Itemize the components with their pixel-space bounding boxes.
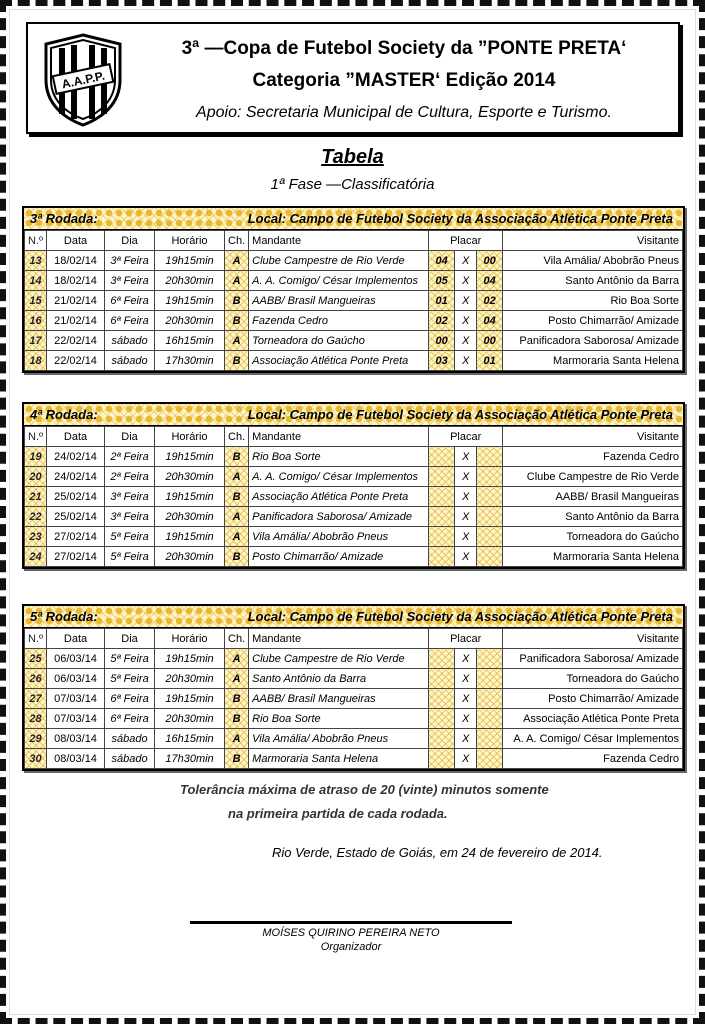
round-block-3 (22, 206, 685, 373)
col-day-header: Dia (105, 231, 155, 251)
table-row (25, 271, 683, 291)
game-time: 20h30min (155, 467, 225, 487)
round-block-4 (22, 402, 685, 569)
col-home-header: Mandante (249, 427, 429, 447)
game-date: 22/02/14 (47, 351, 105, 371)
round-location: Local: Campo de Futebol Society da Associação Atlética Ponte Preta (247, 609, 673, 624)
home-team: Rio Boa Sorte (249, 709, 429, 729)
home-score (429, 689, 455, 709)
score-separator: X (455, 547, 477, 567)
away-team: Associação Atlética Ponte Preta (503, 709, 683, 729)
home-score (429, 669, 455, 689)
game-day: sábado (105, 331, 155, 351)
away-team: Vila Amália/ Abobrão Pneus (503, 251, 683, 271)
away-score (477, 709, 503, 729)
away-team: Posto Chimarrão/ Amizade (503, 311, 683, 331)
game-date: 06/03/14 (47, 669, 105, 689)
game-number: 22 (25, 507, 47, 527)
game-category: A (225, 331, 249, 351)
home-team: Vila Amália/ Abobrão Pneus (249, 729, 429, 749)
game-time: 19h15min (155, 649, 225, 669)
game-number: 28 (25, 709, 47, 729)
game-time: 20h30min (155, 271, 225, 291)
away-score: 00 (477, 331, 503, 351)
header-support (138, 104, 670, 122)
game-number: 20 (25, 467, 47, 487)
away-score (477, 467, 503, 487)
score-separator: X (455, 689, 477, 709)
table-row (25, 351, 683, 371)
table-row (25, 311, 683, 331)
home-score (429, 447, 455, 467)
away-score (477, 547, 503, 567)
game-date: 18/02/14 (47, 271, 105, 291)
away-team: Marmoraria Santa Helena (503, 547, 683, 567)
game-category: A (225, 271, 249, 291)
game-time: 19h15min (155, 487, 225, 507)
table-row (25, 291, 683, 311)
col-date-header: Data (47, 231, 105, 251)
game-category: A (225, 527, 249, 547)
away-score (477, 507, 503, 527)
game-time: 20h30min (155, 669, 225, 689)
document-header (26, 22, 680, 134)
away-score: 01 (477, 351, 503, 371)
col-time-header: Horário (155, 231, 225, 251)
col-score-header: Placar (429, 231, 503, 251)
home-score: 02 (429, 311, 455, 331)
score-separator: X (455, 649, 477, 669)
away-score (477, 689, 503, 709)
game-number: 21 (25, 487, 47, 507)
away-team: Fazenda Cedro (503, 749, 683, 769)
game-time: 16h15min (155, 729, 225, 749)
away-team: Posto Chimarrão/ Amizade (503, 689, 683, 709)
game-day: 5ª Feira (105, 527, 155, 547)
game-date: 22/02/14 (47, 331, 105, 351)
col-home-header: Mandante (249, 231, 429, 251)
game-time: 19h15min (155, 689, 225, 709)
home-score (429, 649, 455, 669)
table-row (25, 689, 683, 709)
game-category: A (225, 729, 249, 749)
header-category: Categoria ”MASTER‘ Edição 2014 (252, 70, 556, 91)
game-day: 6ª Feira (105, 311, 155, 331)
game-number: 24 (25, 547, 47, 567)
col-day-header: Dia (105, 427, 155, 447)
round-location: Local: Campo de Futebol Society da Associação Atlética Ponte Preta (247, 211, 673, 226)
col-cat-header: Ch. (225, 427, 249, 447)
game-category: B (225, 487, 249, 507)
game-date: 08/03/14 (47, 729, 105, 749)
home-team: Rio Boa Sorte (249, 447, 429, 467)
away-team: Marmoraria Santa Helena (503, 351, 683, 371)
away-team: Panificadora Saborosa/ Amizade (503, 331, 683, 351)
game-category: A (225, 507, 249, 527)
home-score (429, 527, 455, 547)
away-score: 00 (477, 251, 503, 271)
signer-role: Organizador (320, 941, 382, 953)
home-team: Panificadora Saborosa/ Amizade (249, 507, 429, 527)
table-header-row (25, 231, 683, 251)
away-score: 04 (477, 271, 503, 291)
home-score: 04 (429, 251, 455, 271)
page-title: Tabela (321, 146, 384, 168)
away-team: Torneadora do Gaúcho (503, 527, 683, 547)
home-score: 03 (429, 351, 455, 371)
away-team: Rio Boa Sorte (503, 291, 683, 311)
game-date: 08/03/14 (47, 749, 105, 769)
tolerance-note-line2: na primeira partida de cada rodada. (228, 806, 448, 821)
away-team: Fazenda Cedro (503, 447, 683, 467)
col-day-header: Dia (105, 629, 155, 649)
game-date: 27/02/14 (47, 527, 105, 547)
place-and-date: Rio Verde, Estado de Goiás, em 24 de fevereiro de 2014. (272, 845, 603, 860)
game-category: B (225, 291, 249, 311)
score-separator: X (455, 507, 477, 527)
table-row (25, 669, 683, 689)
col-home-header: Mandante (249, 629, 429, 649)
games-table (24, 230, 683, 371)
game-time: 19h15min (155, 251, 225, 271)
home-score: 05 (429, 271, 455, 291)
away-team: AABB/ Brasil Mangueiras (503, 487, 683, 507)
score-separator: X (455, 251, 477, 271)
game-date: 24/02/14 (47, 467, 105, 487)
score-separator: X (455, 291, 477, 311)
table-row (25, 527, 683, 547)
home-score (429, 749, 455, 769)
signer-name: MOÍSES QUIRINO PEREIRA NETO (262, 927, 440, 939)
home-team: A. A. Comigo/ César Implementos (249, 271, 429, 291)
game-day: 5ª Feira (105, 669, 155, 689)
game-date: 06/03/14 (47, 649, 105, 669)
game-day: 3ª Feira (105, 487, 155, 507)
score-separator: X (455, 487, 477, 507)
score-separator: X (455, 351, 477, 371)
page-subtitle: 1ª Fase —Classificatória (270, 176, 435, 193)
game-category: B (225, 351, 249, 371)
away-score: 02 (477, 291, 503, 311)
home-team: Torneadora do Gaúcho (249, 331, 429, 351)
game-number: 27 (25, 689, 47, 709)
game-number: 14 (25, 271, 47, 291)
game-number: 25 (25, 649, 47, 669)
table-row (25, 547, 683, 567)
game-time: 20h30min (155, 547, 225, 567)
round-header (24, 404, 683, 426)
svg-text:A.A.P.P.: A.A.P.P. (60, 68, 106, 92)
support-prefix: Apoio: (196, 104, 242, 121)
score-separator: X (455, 709, 477, 729)
score-separator: X (455, 669, 477, 689)
game-date: 07/03/14 (47, 689, 105, 709)
col-time-header: Horário (155, 629, 225, 649)
col-date-header: Data (47, 629, 105, 649)
table-row (25, 331, 683, 351)
score-separator: X (455, 729, 477, 749)
game-time: 16h15min (155, 331, 225, 351)
game-time: 17h30min (155, 749, 225, 769)
col-cat-header: Ch. (225, 629, 249, 649)
table-row (25, 507, 683, 527)
home-score: 01 (429, 291, 455, 311)
away-team: Torneadora do Gaúcho (503, 669, 683, 689)
home-team: Clube Campestre de Rio Verde (249, 251, 429, 271)
game-day: 6ª Feira (105, 291, 155, 311)
games-table (24, 628, 683, 769)
round-label: 3ª Rodada: (30, 211, 98, 226)
home-team: Fazenda Cedro (249, 311, 429, 331)
game-time: 19h15min (155, 447, 225, 467)
table-header-row (25, 427, 683, 447)
tolerance-note-line1: Tolerância máxima de atraso de 20 (vinte) minutos somente (180, 782, 549, 797)
game-day: 5ª Feira (105, 649, 155, 669)
game-category: B (225, 689, 249, 709)
home-team: Clube Campestre de Rio Verde (249, 649, 429, 669)
game-date: 27/02/14 (47, 547, 105, 567)
away-score (477, 669, 503, 689)
game-number: 23 (25, 527, 47, 547)
table-row (25, 709, 683, 729)
game-number: 15 (25, 291, 47, 311)
home-score (429, 729, 455, 749)
game-day: sábado (105, 729, 155, 749)
game-number: 30 (25, 749, 47, 769)
game-day: 3ª Feira (105, 271, 155, 291)
signature-line (190, 921, 512, 924)
game-number: 16 (25, 311, 47, 331)
game-date: 21/02/14 (47, 291, 105, 311)
game-time: 20h30min (155, 507, 225, 527)
game-category: B (225, 311, 249, 331)
game-category: A (225, 251, 249, 271)
table-row (25, 649, 683, 669)
score-separator: X (455, 467, 477, 487)
game-day: 5ª Feira (105, 547, 155, 567)
game-date: 24/02/14 (47, 447, 105, 467)
round-header (24, 208, 683, 230)
game-day: 2ª Feira (105, 447, 155, 467)
game-date: 25/02/14 (47, 487, 105, 507)
game-category: B (225, 749, 249, 769)
away-score: 04 (477, 311, 503, 331)
score-separator: X (455, 749, 477, 769)
game-day: 2ª Feira (105, 467, 155, 487)
game-date: 07/03/14 (47, 709, 105, 729)
col-away-header: Visitante (503, 427, 683, 447)
game-number: 19 (25, 447, 47, 467)
game-number: 29 (25, 729, 47, 749)
home-score: 00 (429, 331, 455, 351)
game-day: sábado (105, 351, 155, 371)
table-row (25, 467, 683, 487)
game-date: 18/02/14 (47, 251, 105, 271)
game-date: 25/02/14 (47, 507, 105, 527)
table-row (25, 749, 683, 769)
col-num-header: N.º (25, 231, 47, 251)
col-date-header: Data (47, 427, 105, 447)
table-row (25, 487, 683, 507)
game-time: 20h30min (155, 709, 225, 729)
home-team: Marmoraria Santa Helena (249, 749, 429, 769)
game-day: 3ª Feira (105, 507, 155, 527)
col-away-header: Visitante (503, 629, 683, 649)
table-row (25, 729, 683, 749)
round-location: Local: Campo de Futebol Society da Associação Atlética Ponte Preta (247, 407, 673, 422)
game-day: sábado (105, 749, 155, 769)
home-team: Vila Amália/ Abobrão Pneus (249, 527, 429, 547)
col-time-header: Horário (155, 427, 225, 447)
away-score (477, 749, 503, 769)
home-team: A. A. Comigo/ César Implementos (249, 467, 429, 487)
game-number: 17 (25, 331, 47, 351)
round-block-5 (22, 604, 685, 771)
game-day: 6ª Feira (105, 689, 155, 709)
game-category: B (225, 447, 249, 467)
round-label: 4ª Rodada: (30, 407, 98, 422)
away-score (477, 527, 503, 547)
round-header (24, 606, 683, 628)
score-separator: X (455, 311, 477, 331)
home-score (429, 487, 455, 507)
support-text: Secretaria Municipal de Cultura, Esporte e Turismo. (245, 104, 612, 121)
game-number: 26 (25, 669, 47, 689)
game-day: 3ª Feira (105, 251, 155, 271)
home-score (429, 467, 455, 487)
game-time: 17h30min (155, 351, 225, 371)
games-table (24, 426, 683, 567)
away-team: Clube Campestre de Rio Verde (503, 467, 683, 487)
col-num-header: N.º (25, 427, 47, 447)
score-separator: X (455, 271, 477, 291)
home-score (429, 709, 455, 729)
game-date: 21/02/14 (47, 311, 105, 331)
col-num-header: N.º (25, 629, 47, 649)
table-header-row (25, 629, 683, 649)
round-label: 5ª Rodada: (30, 609, 98, 624)
game-time: 19h15min (155, 527, 225, 547)
game-category: B (225, 547, 249, 567)
col-score-header: Placar (429, 629, 503, 649)
game-day: 6ª Feira (105, 709, 155, 729)
away-team: Panificadora Saborosa/ Amizade (503, 649, 683, 669)
away-score (477, 729, 503, 749)
home-team: AABB/ Brasil Mangueiras (249, 291, 429, 311)
game-category: A (225, 649, 249, 669)
game-number: 18 (25, 351, 47, 371)
away-team: Santo Antônio da Barra (503, 271, 683, 291)
away-score (477, 447, 503, 467)
game-time: 19h15min (155, 291, 225, 311)
game-number: 13 (25, 251, 47, 271)
score-separator: X (455, 331, 477, 351)
game-category: A (225, 669, 249, 689)
game-time: 20h30min (155, 311, 225, 331)
header-title: 3ª —Copa de Futebol Society da ”PONTE PRETA‘ (181, 38, 627, 59)
col-away-header: Visitante (503, 231, 683, 251)
home-team: Associação Atlética Ponte Preta (249, 351, 429, 371)
table-row (25, 447, 683, 467)
game-category: A (225, 467, 249, 487)
away-score (477, 649, 503, 669)
home-score (429, 547, 455, 567)
col-score-header: Placar (429, 427, 503, 447)
col-cat-header: Ch. (225, 231, 249, 251)
home-team: Santo Antônio da Barra (249, 669, 429, 689)
home-team: AABB/ Brasil Mangueiras (249, 689, 429, 709)
away-team: Santo Antônio da Barra (503, 507, 683, 527)
table-row (25, 251, 683, 271)
club-crest-logo (40, 32, 126, 128)
home-team: Posto Chimarrão/ Amizade (249, 547, 429, 567)
game-category: B (225, 709, 249, 729)
score-separator: X (455, 527, 477, 547)
away-score (477, 487, 503, 507)
score-separator: X (455, 447, 477, 467)
home-score (429, 507, 455, 527)
home-team: Associação Atlética Ponte Preta (249, 487, 429, 507)
away-team: A. A. Comigo/ César Implementos (503, 729, 683, 749)
